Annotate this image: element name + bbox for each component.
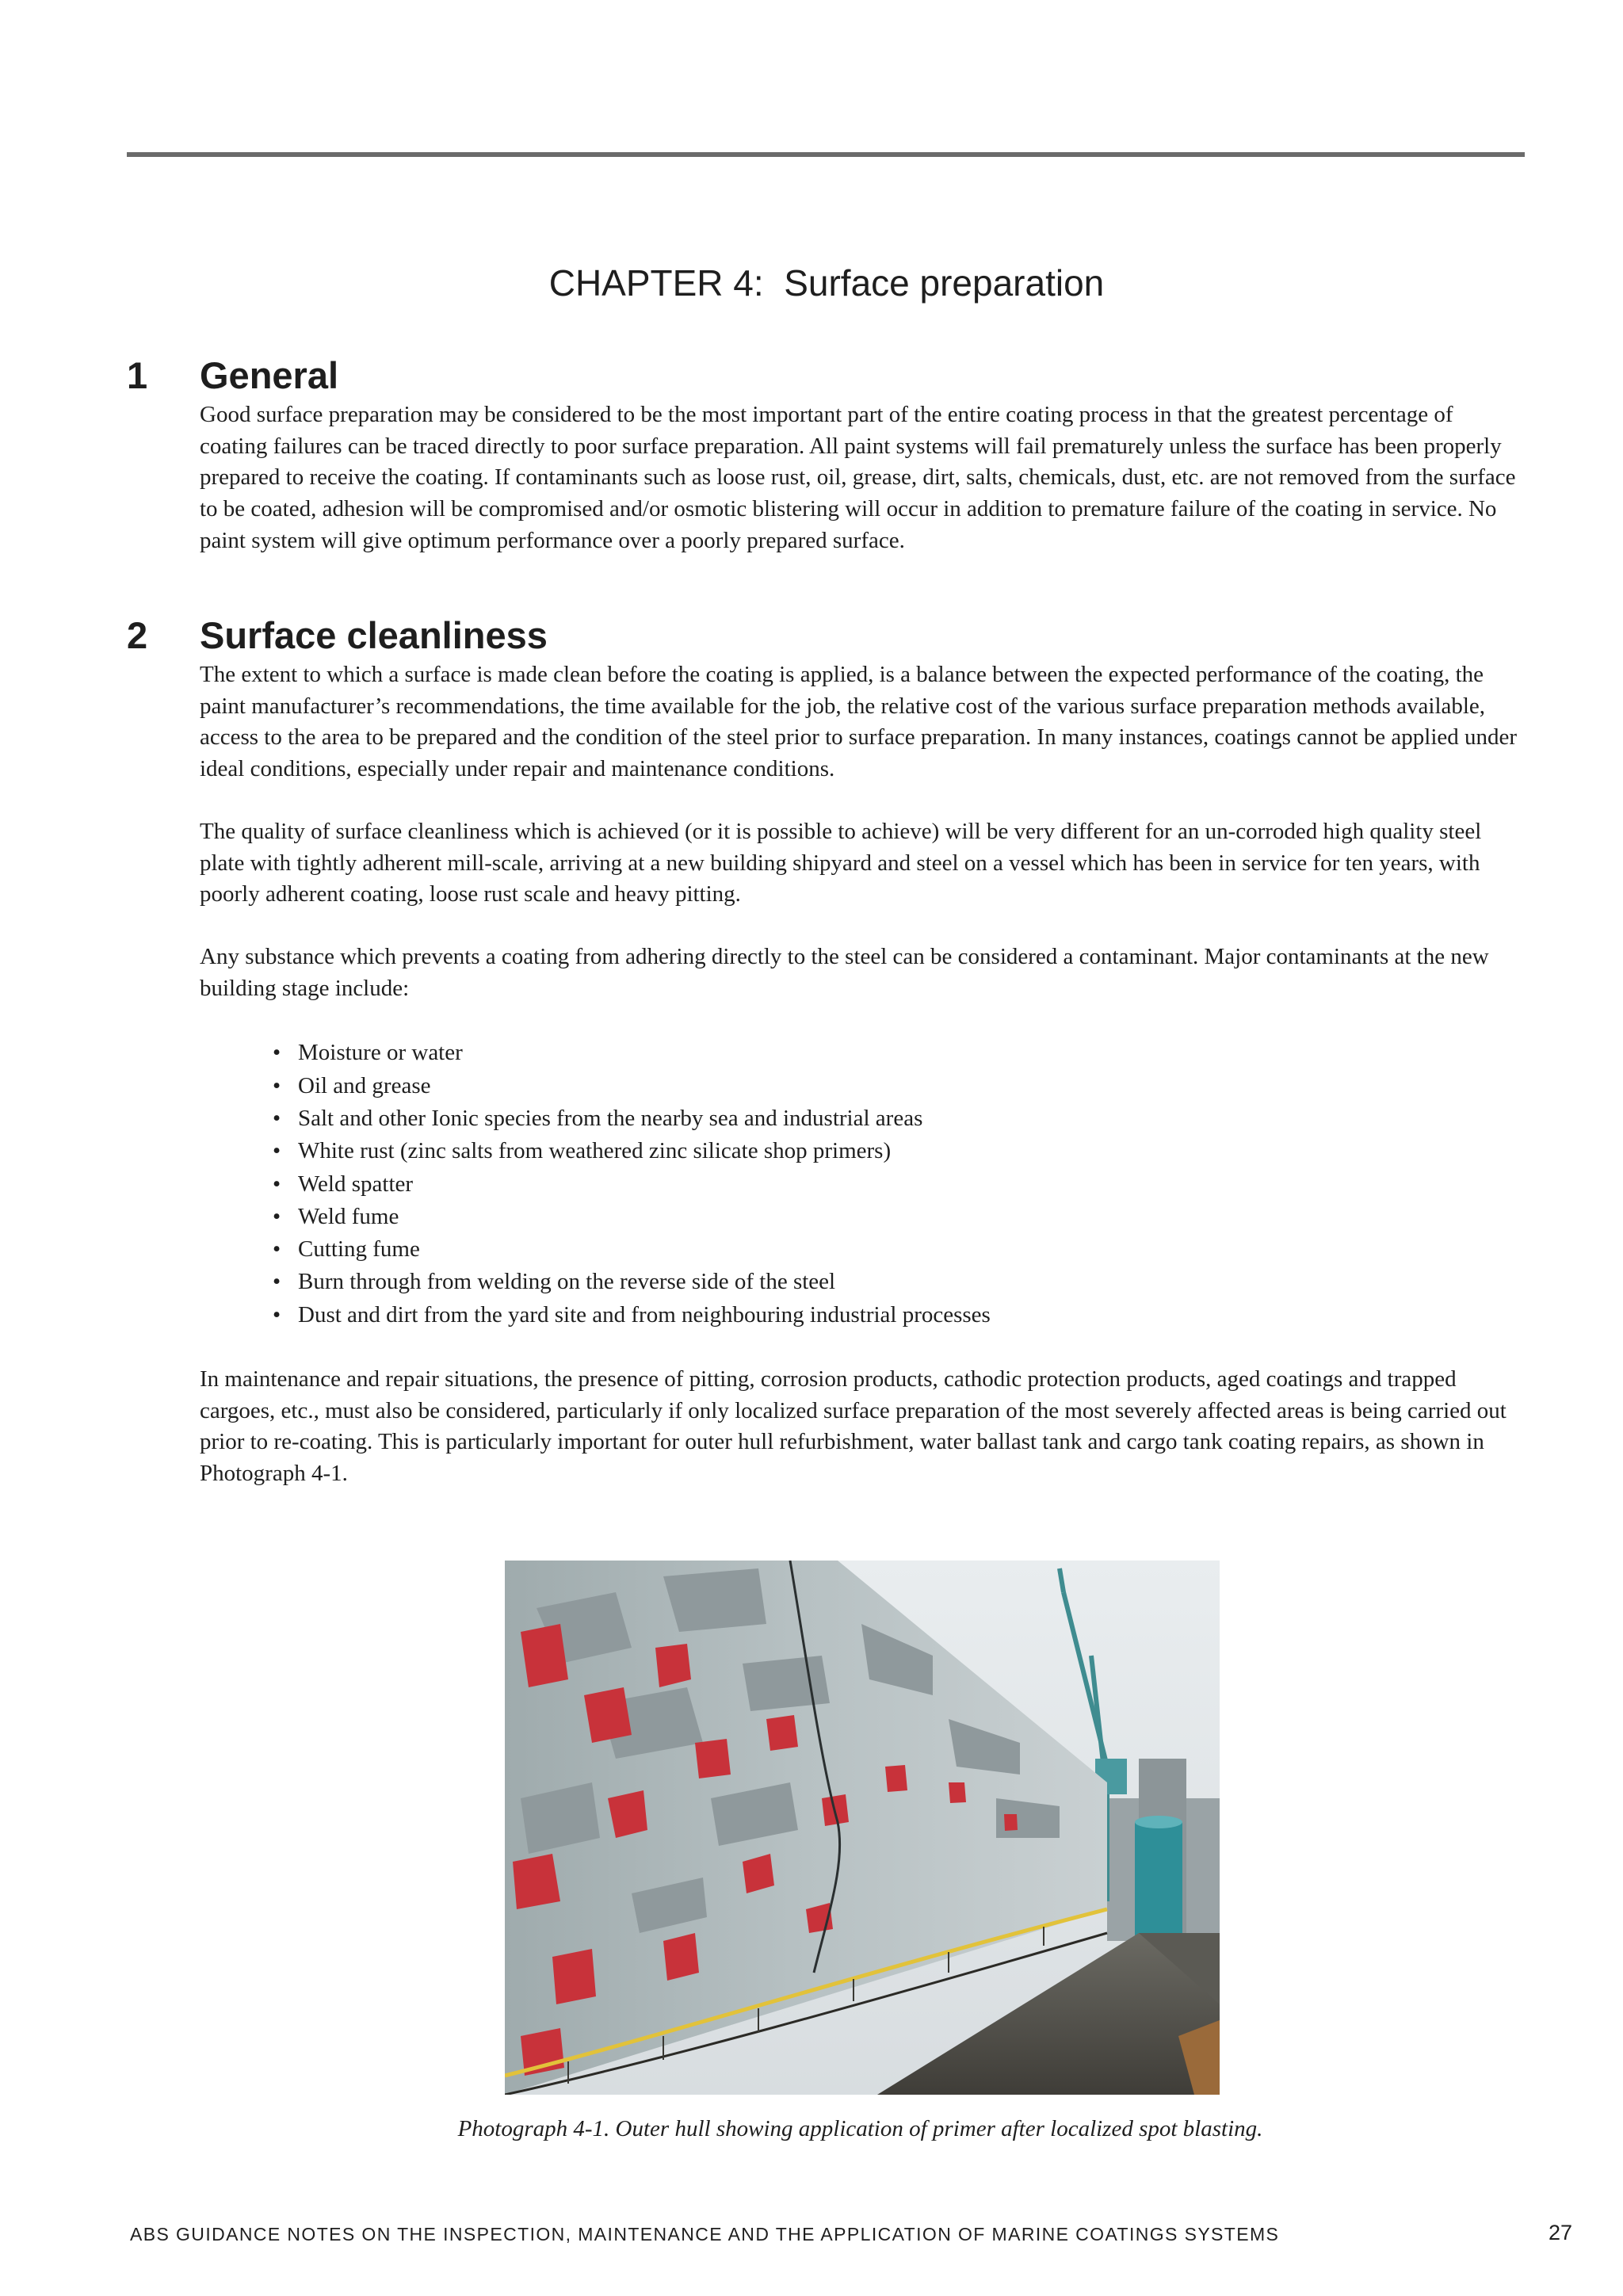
page-number: 27 bbox=[1548, 2221, 1572, 2244]
section-general bbox=[127, 353, 1522, 557]
list-item: • Weld spatter bbox=[271, 1168, 1522, 1201]
list-item: • White rust (zinc salts from weathered zinc silicate shop primers) bbox=[271, 1135, 1522, 1167]
section-title: Surface cleanliness bbox=[200, 614, 548, 656]
list-item: • Burn through from welding on the reverse side of the steel bbox=[271, 1266, 1522, 1298]
header-rule bbox=[127, 152, 1525, 157]
paragraph: The quality of surface cleanliness which is achieved (or it is possible to achieve) will be very different for an un-corroded high quality steel plate with tightly adherent mill-scale, arriving at a new building shipyard and steel on a vessel which has been in service for ten years, with poorly adherent coating, loose rust scale and heavy pitting. bbox=[200, 818, 1482, 907]
list-item: • Cutting fume bbox=[271, 1233, 1522, 1266]
section-heading bbox=[127, 613, 1522, 659]
section-number: 1 bbox=[127, 354, 148, 396]
paragraph: The extent to which a surface is made clean before the coating is applied, is a balance between the expected performance of the coating, the paint manufacturer’s recommendations, the time available for the job, the relative cost of the various surface preparation methods available, access to the area to be prepared and the condition of the steel prior to surface preparation. In many instances, coatings cannot be applied under ideal conditions, especially under repair and maintenance conditions. bbox=[200, 662, 1518, 782]
section-title: General bbox=[200, 354, 339, 396]
contaminants-list bbox=[200, 1037, 1522, 1331]
paragraph: In maintenance and repair situations, the presence of pitting, corrosion products, cathodic protection products, aged coatings and trapped cargoes, etc., must also be considered, particularly if only localized surface preparation of the most severely affected areas is being carried out prior to re-coating. This is particularly important for outer hull refurbishment, water ballast tank and cargo tank coating repairs, as shown in Photograph 4-1. bbox=[200, 1366, 1507, 1487]
section-number: 2 bbox=[127, 614, 148, 656]
section-heading bbox=[127, 353, 1522, 399]
hull-photograph bbox=[505, 1561, 1220, 2095]
footer-title: ABS GUIDANCE NOTES ON THE INSPECTION, MAINTENANCE AND THE APPLICATION OF MARINE COATINGS SYSTEMS bbox=[130, 2224, 1280, 2244]
list-item: • Weld fume bbox=[271, 1201, 1522, 1233]
photo-caption: Photograph 4-1. Outer hull showing application of primer after localized spot blasting. bbox=[457, 2116, 1263, 2141]
list-item: • Dust and dirt from the yard site and from neighbouring industrial processes bbox=[271, 1299, 1522, 1331]
chapter-title: CHAPTER 4: Surface preparation bbox=[548, 262, 1105, 304]
hull-photo-illustration bbox=[505, 1561, 1220, 2095]
section-body bbox=[200, 399, 1522, 557]
list-item: • Moisture or water bbox=[271, 1037, 1522, 1069]
section-surface-cleanliness bbox=[127, 613, 1522, 1490]
paragraph: Good surface preparation may be considered to be the most important part of the entire coating process in that the greatest percentage of coating failures can be traced directly to poor surface preparation. All paint systems will fail prematurely unless the surface has been properly prepared to receive the coating. If contaminants such as loose rust, oil, grease, dirt, salts, chemicals, dust, etc. are not removed from the surface to be coated, adhesion will be compromised and/or osmotic blistering will occur in addition to premature failure of the coating in service. No paint system will give optimum performance over a poorly prepared surface. bbox=[200, 402, 1516, 553]
section-body bbox=[200, 659, 1522, 1490]
list-item: • Oil and grease bbox=[271, 1070, 1522, 1102]
list-item: • Salt and other Ionic species from the nearby sea and industrial areas bbox=[271, 1102, 1522, 1135]
paragraph: Any substance which prevents a coating from adhering directly to the steel can be considered a contaminant. Major contaminants at the new building stage include: bbox=[200, 943, 1489, 1001]
